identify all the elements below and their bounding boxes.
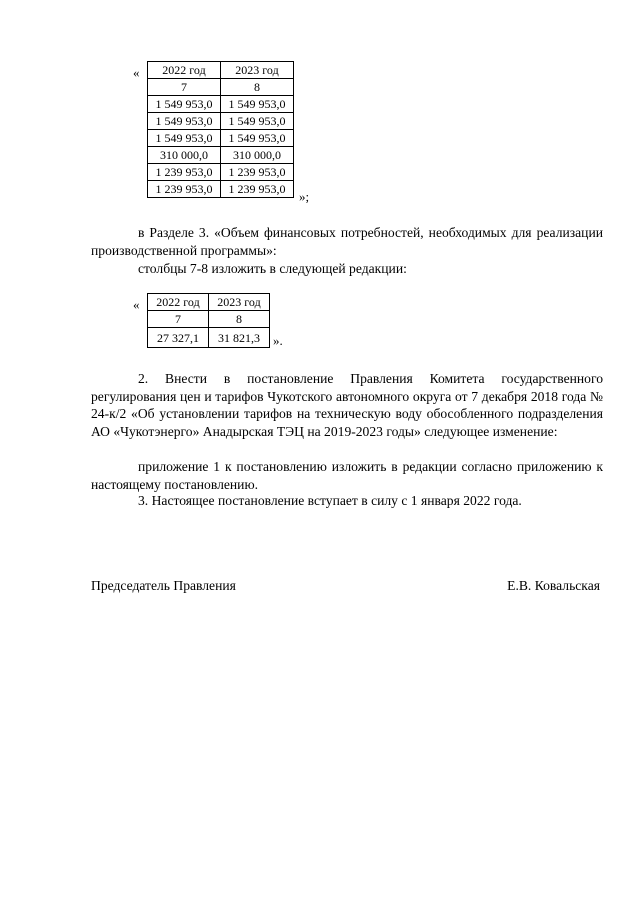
table-cell: 1 549 953,0: [148, 96, 221, 113]
paragraph-2: 2. Внести в постановление Правления Комитета государственного регулирования цен и тарифов Чукотского автономного округа от 7 декабря 2018 года № 24-к/2 «Об установлении тарифов на техническую воду обособленного подразделения АО «Чукотэнерго» Анадырская ТЭЦ на 2019-2023 годы» следующее изменение:: [91, 371, 603, 439]
table-row: [148, 311, 270, 328]
table1-open-quote: «: [133, 65, 140, 80]
table-row: [148, 328, 270, 348]
table-row: [148, 181, 294, 198]
table2-header-2022: 2022 год: [148, 294, 209, 311]
table-row: [148, 79, 294, 96]
table-cell: 1 549 953,0: [148, 113, 221, 130]
table2-close-quote: ».: [273, 333, 283, 348]
paragraph-2b: приложение 1 к постановлению изложить в редакции согласно приложению к настоящему постановлению.: [91, 459, 603, 492]
table-header-row: [148, 294, 270, 311]
table-cell: 31 821,3: [209, 328, 270, 348]
section3-intro: в Разделе 3. «Объем финансовых потребностей, необходимых для реализации производственной программы»:: [91, 225, 603, 258]
table-cell: 1 549 953,0: [221, 130, 294, 147]
table-cell: 1 549 953,0: [221, 113, 294, 130]
table2-open-quote: «: [133, 297, 140, 312]
table2-header-2023: 2023 год: [209, 294, 270, 311]
table-cell: 1 549 953,0: [221, 96, 294, 113]
table-header-row: [148, 62, 294, 79]
table-cell: 27 327,1: [148, 328, 209, 348]
signature-name: Е.В. Ковальская: [507, 578, 600, 593]
table-cell: 1 549 953,0: [148, 130, 221, 147]
table1-close-quote: »;: [299, 189, 310, 204]
table-cell: 1 239 953,0: [148, 164, 221, 181]
table-cell: 1 239 953,0: [148, 181, 221, 198]
table1-header-2023: 2023 год: [221, 62, 294, 79]
table-row: [148, 130, 294, 147]
table-row: [148, 164, 294, 181]
paragraph-3: 3. Настоящее постановление вступает в силу с 1 января 2022 года.: [138, 493, 522, 508]
table1-header-2022: 2022 год: [148, 62, 221, 79]
table1-col-index: 8: [221, 79, 294, 96]
table-cell: 1 239 953,0: [221, 181, 294, 198]
table-cell: 1 239 953,0: [221, 164, 294, 181]
table-cell: 310 000,0: [148, 147, 221, 164]
table1: [147, 61, 294, 198]
table-row: [148, 147, 294, 164]
table1-col-index: 7: [148, 79, 221, 96]
table2-col-index: 7: [148, 311, 209, 328]
table2-col-index: 8: [209, 311, 270, 328]
table-cell: 310 000,0: [221, 147, 294, 164]
table2: [147, 293, 270, 348]
table-row: [148, 96, 294, 113]
columns-note: столбцы 7-8 изложить в следующей редакции:: [138, 261, 407, 276]
signature-title: Председатель Правления: [91, 578, 236, 593]
table-row: [148, 113, 294, 130]
